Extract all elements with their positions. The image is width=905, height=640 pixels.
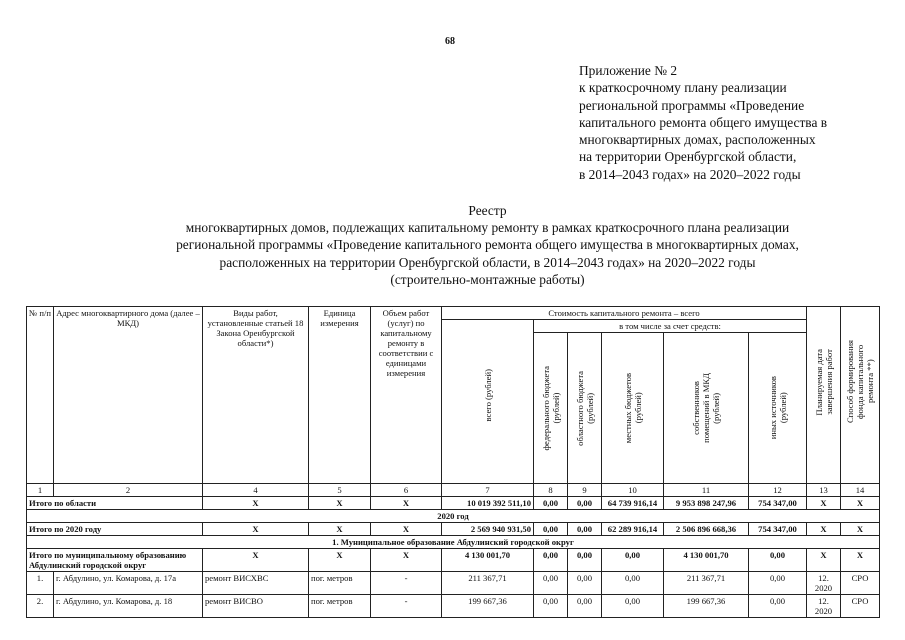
appendix-line: Приложение № 2: [579, 63, 678, 78]
column-number: 8: [534, 484, 568, 497]
column-number: 7: [442, 484, 534, 497]
cell-other: 0,00: [749, 572, 807, 595]
header-planned-date-line: Планируемая дата: [813, 348, 824, 416]
title-line: многоквартирных домов, подлежащих капитальному ремонту в рамках краткосрочного плана реализации: [185, 220, 790, 236]
table-row: [27, 572, 880, 595]
header-owners-line: помещений в МКД: [701, 373, 711, 443]
header-sources-group: в том числе за счет средств:: [534, 320, 807, 333]
header-federal: [534, 333, 568, 484]
row-label: Итого по 2020 году: [27, 523, 203, 536]
header-federal-line: (рублей): [550, 392, 561, 424]
cell-total: 211 367,71: [442, 572, 534, 595]
title-line: (строительно-монтажные работы): [390, 271, 585, 287]
header-federal-line: федерального бюджета: [540, 365, 551, 451]
column-number: 4: [203, 484, 309, 497]
title-line: расположенных на территории Оренбургской области, в 2014–2043 годах» на 2020–2022 годы: [219, 254, 756, 270]
cell-federal: 0,00: [534, 497, 568, 510]
header-planned-date-line: завершения работ: [823, 349, 834, 415]
cell-other: 0,00: [749, 595, 807, 618]
cell-regional: 0,00: [568, 572, 602, 595]
cell-local: 64 739 916,14: [602, 497, 664, 510]
cell-volume: X: [371, 497, 442, 510]
municipality-row: [27, 536, 880, 549]
header-regional-line: областного бюджета: [574, 370, 585, 446]
cell-address: г. Абдулино, ул. Комарова, д. 17а: [54, 572, 203, 595]
cell-date: 12. 2020: [807, 572, 841, 595]
header-row: [27, 307, 880, 320]
cell-method: X: [841, 497, 880, 510]
cell-work: ремонт ВИСВО: [203, 595, 309, 618]
cell-regional: 0,00: [568, 523, 602, 536]
row-label: Итого по муниципальному образованию Абдулинский городской округ: [27, 549, 203, 572]
year-label: 2020 год: [27, 510, 880, 523]
year-row: [27, 510, 880, 523]
cell-method: X: [841, 549, 880, 572]
header-total-rub: [442, 320, 534, 484]
column-number: 9: [568, 484, 602, 497]
column-number-row: [27, 484, 880, 497]
table-row: [27, 595, 880, 618]
header-unit: Единица измерения: [309, 307, 371, 484]
header-address: Адрес многоквартирного дома (далее – МКД): [54, 307, 203, 484]
appendix-block: [579, 62, 879, 183]
total-municipality-row: [27, 549, 880, 572]
cell-date: X: [807, 497, 841, 510]
header-regional-line: (рублей): [584, 392, 595, 424]
cell-total: 2 569 940 931,50: [442, 523, 534, 536]
column-number: 12: [749, 484, 807, 497]
header-owners-line: (рублей): [711, 392, 721, 424]
column-number: 5: [309, 484, 371, 497]
cell-date: X: [807, 549, 841, 572]
cell-regional: 0,00: [568, 595, 602, 618]
cell-owners: 2 506 896 668,36: [664, 523, 749, 536]
header-owners-line: собственников: [691, 381, 701, 435]
cell-owners: 211 367,71: [664, 572, 749, 595]
municipality-label: 1. Муниципальное образование Абдулинский городской округ: [27, 536, 880, 549]
cell-unit: пог. метров: [309, 595, 371, 618]
appendix-line: в 2014–2043 годах» на 2020–2022 годы: [579, 166, 801, 182]
cell-num: 2.: [27, 595, 54, 618]
header-owners: [664, 333, 749, 484]
cell-regional: 0,00: [568, 549, 602, 572]
cell-other: 0,00: [749, 549, 807, 572]
cell-owners: 4 130 001,70: [664, 549, 749, 572]
cell-federal: 0,00: [534, 572, 568, 595]
cell-volume: -: [371, 572, 442, 595]
appendix-line: многоквартирных домах, расположенных: [579, 132, 816, 148]
title-line: региональной программы «Проведение капитального ремонта общего имущества в многоквартирных домах,: [176, 237, 799, 253]
header-fund-method-line: фонда капитального: [855, 344, 865, 420]
cell-work: X: [203, 523, 309, 536]
appendix-line: к краткосрочному плану реализации: [579, 80, 787, 96]
header-work-types: Виды работ, установленные статьей 18 Закона Оренбургской области*): [203, 307, 309, 484]
column-number: 10: [602, 484, 664, 497]
cell-date: 12. 2020: [807, 595, 841, 618]
cell-work: ремонт ВИСХВС: [203, 572, 309, 595]
column-number: 11: [664, 484, 749, 497]
cell-owners: 9 953 898 247,96: [664, 497, 749, 510]
cell-other: 754 347,00: [749, 523, 807, 536]
header-other-line: иных источников: [767, 376, 778, 440]
header-local: [602, 333, 664, 484]
header-cost-group: Стоимость капитального ремонта – всего: [442, 307, 807, 320]
cell-regional: 0,00: [568, 497, 602, 510]
cell-total: 4 130 001,70: [442, 549, 534, 572]
header-fund-method-line: Способ формирования: [845, 340, 855, 424]
header-fund-method: [841, 307, 880, 484]
cell-work: X: [203, 497, 309, 510]
cell-method: X: [841, 523, 880, 536]
header-other: [749, 333, 807, 484]
cell-federal: 0,00: [534, 595, 568, 618]
column-number: 2: [54, 484, 203, 497]
cell-unit: X: [309, 523, 371, 536]
registry-table: [26, 306, 880, 618]
document-title: [100, 202, 875, 288]
total-year-row: [27, 523, 880, 536]
cell-local: 0,00: [602, 572, 664, 595]
cell-other: 754 347,00: [749, 497, 807, 510]
column-number: 13: [807, 484, 841, 497]
total-region-row: [27, 497, 880, 510]
cell-volume: X: [371, 549, 442, 572]
cell-volume: X: [371, 523, 442, 536]
cell-local: 62 289 916,14: [602, 523, 664, 536]
row-label: Итого по области: [27, 497, 203, 510]
appendix-line: капитального ремонта общего имущества в: [579, 114, 828, 130]
column-number: 6: [371, 484, 442, 497]
cell-volume: -: [371, 595, 442, 618]
header-other-line: (рублей): [777, 392, 788, 424]
header-total-rub-line: всего (рублей): [482, 368, 493, 422]
appendix-line: региональной программы «Проведение: [579, 97, 805, 113]
cell-unit: X: [309, 549, 371, 572]
header-regional: [568, 333, 602, 484]
header-local-line: местных бюджетов: [622, 372, 633, 444]
cell-owners: 199 667,36: [664, 595, 749, 618]
cell-federal: 0,00: [534, 549, 568, 572]
title-line: Реестр: [468, 203, 507, 218]
cell-method: СРО: [841, 572, 880, 595]
cell-num: 1.: [27, 572, 54, 595]
header-num: № п/п: [27, 307, 54, 484]
appendix-line: на территории Оренбургской области,: [579, 149, 797, 165]
cell-total: 199 667,36: [442, 595, 534, 618]
cell-date: X: [807, 523, 841, 536]
cell-address: г. Абдулино, ул. Комарова, д. 18: [54, 595, 203, 618]
page-number: 68: [445, 36, 455, 47]
header-local-line: (рублей): [632, 392, 643, 424]
cell-local: 0,00: [602, 549, 664, 572]
header-volume: Объем работ (услуг) по капитальному ремонту в соответствии с единицами измерения: [371, 307, 442, 484]
cell-federal: 0,00: [534, 523, 568, 536]
cell-unit: X: [309, 497, 371, 510]
column-number: 1: [27, 484, 54, 497]
cell-method: СРО: [841, 595, 880, 618]
cell-unit: пог. метров: [309, 572, 371, 595]
cell-total: 10 019 392 511,10: [442, 497, 534, 510]
header-planned-date: [807, 307, 841, 484]
cell-local: 0,00: [602, 595, 664, 618]
header-fund-method-line: ремонта **): [865, 360, 875, 404]
column-number: 14: [841, 484, 880, 497]
cell-work: X: [203, 549, 309, 572]
